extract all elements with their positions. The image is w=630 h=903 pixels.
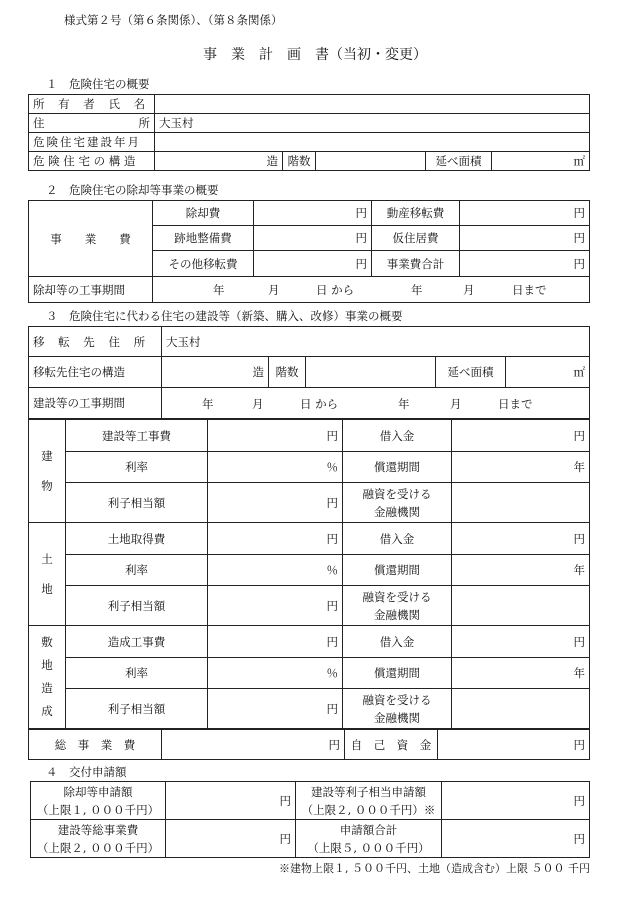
construction-total-label: 建設等総事業費 （上限２, ０００千円） <box>31 820 166 858</box>
land-cost-label: 土地取得費 <box>66 523 208 555</box>
site-prep-rate-label: 利率 <box>66 658 208 689</box>
hazard-house-table <box>28 94 590 171</box>
address-label: 住 所 <box>29 114 155 133</box>
owner-label: 所 有 者 氏 名 <box>29 95 155 114</box>
site-prep-loan-label: 借入金 <box>343 626 452 658</box>
building-cost-label: 建設等工事費 <box>66 420 208 452</box>
address-field[interactable]: 大玉村 <box>155 114 590 133</box>
building-interest-field[interactable]: 円 <box>208 483 343 523</box>
movables-cost-label: 動産移転費 <box>372 201 460 226</box>
land-bank-label: 融資を受ける 金融機関 <box>343 586 452 626</box>
site-prep-interest-label: 利子相当額 <box>66 689 208 729</box>
built-field[interactable] <box>155 133 590 152</box>
dest-area-label: 延べ面積 <box>436 357 506 388</box>
building-group-label: 建 物 <box>29 420 66 523</box>
total-cost-field[interactable]: 円 <box>460 251 590 277</box>
page-title: 事 業 計 画 書（当初・変更） <box>203 47 427 63</box>
site-prep-cost-field[interactable]: 円 <box>208 626 343 658</box>
demolition-cost-field[interactable]: 円 <box>254 201 372 226</box>
own-funds-label: 自 己 資 金 <box>345 730 438 760</box>
land-rate-label: 利率 <box>66 555 208 586</box>
interest-request-field[interactable]: 円 <box>442 782 590 820</box>
relocation-cost-table <box>28 419 590 729</box>
structure-field[interactable]: 造 <box>155 152 283 171</box>
floors-field[interactable] <box>316 152 426 171</box>
section3-heading: ３ 危険住宅に代わる住宅の建設等（新築、購入、改修）事業の概要 <box>46 309 403 323</box>
building-bank-label: 融資を受ける 金融機関 <box>343 483 452 523</box>
site-prep-repay-label: 償還期間 <box>343 658 452 689</box>
section4-heading: ４ 交付申請額 <box>46 765 127 779</box>
built-label: 危険住宅建設年月 <box>29 133 155 152</box>
other-cost-label: その他移転費 <box>153 251 254 277</box>
total-project-label: 総 事 業 費 <box>29 730 162 760</box>
structure-label: 危 険 住 宅 の 構 造 <box>29 152 155 171</box>
demolition-request-field[interactable]: 円 <box>166 782 296 820</box>
dest-structure-label: 移転先住宅の構造 <box>29 357 162 388</box>
floors-label: 階数 <box>283 152 316 171</box>
building-bank-field[interactable] <box>452 483 590 523</box>
land-interest-field[interactable]: 円 <box>208 586 343 626</box>
site-prep-loan-field[interactable]: 円 <box>452 626 590 658</box>
own-funds-field[interactable]: 円 <box>438 730 590 760</box>
relocation-top-table <box>28 326 590 419</box>
land-repay-field[interactable]: 年 <box>452 555 590 586</box>
dest-floors-field[interactable] <box>306 357 436 388</box>
limit-note: ※建物上限１, ５００千円、土地（造成含む）上限 ５００ 千円 <box>279 862 590 875</box>
request-total-field[interactable]: 円 <box>442 820 590 858</box>
section2-heading: ２ 危険住宅の除却等事業の概要 <box>46 183 219 197</box>
building-rate-label: 利率 <box>66 452 208 483</box>
construction-total-field[interactable]: 円 <box>166 820 296 858</box>
dest-field[interactable]: 大玉村 <box>162 327 590 357</box>
building-loan-label: 借入金 <box>343 420 452 452</box>
owner-field[interactable] <box>155 95 590 114</box>
dest-structure-field[interactable]: 造 <box>162 357 269 388</box>
build-period-label: 建設等の工事期間 <box>29 388 162 419</box>
land-bank-field[interactable] <box>452 586 590 626</box>
other-cost-field[interactable]: 円 <box>254 251 372 277</box>
dest-label: 移 転 先 住 所 <box>29 327 162 357</box>
temp-housing-label: 仮住居費 <box>372 226 460 251</box>
building-repay-label: 償還期間 <box>343 452 452 483</box>
section1-heading: １ 危険住宅の概要 <box>46 77 150 91</box>
building-cost-field[interactable]: 円 <box>208 420 343 452</box>
site-prep-bank-field[interactable] <box>452 689 590 729</box>
site-prep-cost-label: 造成工事費 <box>66 626 208 658</box>
cost-label: 事 業 費 <box>29 201 153 277</box>
land-cost-field[interactable]: 円 <box>208 523 343 555</box>
land-repay-label: 償還期間 <box>343 555 452 586</box>
land-rate-field[interactable]: ％ <box>208 555 343 586</box>
total-table <box>28 729 590 760</box>
land-loan-label: 借入金 <box>343 523 452 555</box>
area-field[interactable]: ㎡ <box>492 152 590 171</box>
temp-housing-field[interactable]: 円 <box>460 226 590 251</box>
building-repay-field[interactable]: 年 <box>452 452 590 483</box>
form-number: 様式第２号（第６条関係）、（第８条関係） <box>64 13 283 27</box>
grant-table <box>30 781 590 858</box>
movables-cost-field[interactable]: 円 <box>460 201 590 226</box>
building-rate-field[interactable]: ％ <box>208 452 343 483</box>
site-prep-bank-label: 融資を受ける 金融機関 <box>343 689 452 729</box>
site-prep-repay-field[interactable]: 年 <box>452 658 590 689</box>
land-interest-label: 利子相当額 <box>66 586 208 626</box>
site-prep-rate-field[interactable]: ％ <box>208 658 343 689</box>
total-cost-label: 事業費合計 <box>372 251 460 277</box>
building-interest-label: 利子相当額 <box>66 483 208 523</box>
building-loan-field[interactable]: 円 <box>452 420 590 452</box>
land-group-label: 土 地 <box>29 523 66 626</box>
build-period-field[interactable]: 年 月 日 から 年 月 日まで <box>162 388 590 419</box>
site-cost-field[interactable]: 円 <box>254 226 372 251</box>
demolition-table <box>28 200 590 303</box>
total-project-field[interactable]: 円 <box>162 730 345 760</box>
demolition-request-label: 除却等申請額 （上限１, ０００千円） <box>31 782 166 820</box>
land-loan-field[interactable]: 円 <box>452 523 590 555</box>
request-total-label: 申請額合計 （上限５, ０００千円） <box>296 820 442 858</box>
dest-area-field[interactable]: ㎡ <box>506 357 590 388</box>
site-cost-label: 跡地整備費 <box>153 226 254 251</box>
demolition-cost-label: 除却費 <box>153 201 254 226</box>
area-label: 延べ面積 <box>426 152 492 171</box>
site-prep-group-label: 敷 地 造 成 <box>29 626 66 729</box>
dest-floors-label: 階数 <box>269 357 306 388</box>
site-prep-interest-field[interactable]: 円 <box>208 689 343 729</box>
interest-request-label: 建設等利子相当申請額 （上限２, ０００千円）※ <box>296 782 442 820</box>
demolition-period-label: 除却等の工事期間 <box>29 277 153 303</box>
demolition-period-field[interactable]: 年 月 日 から 年 月 日まで <box>153 277 590 303</box>
